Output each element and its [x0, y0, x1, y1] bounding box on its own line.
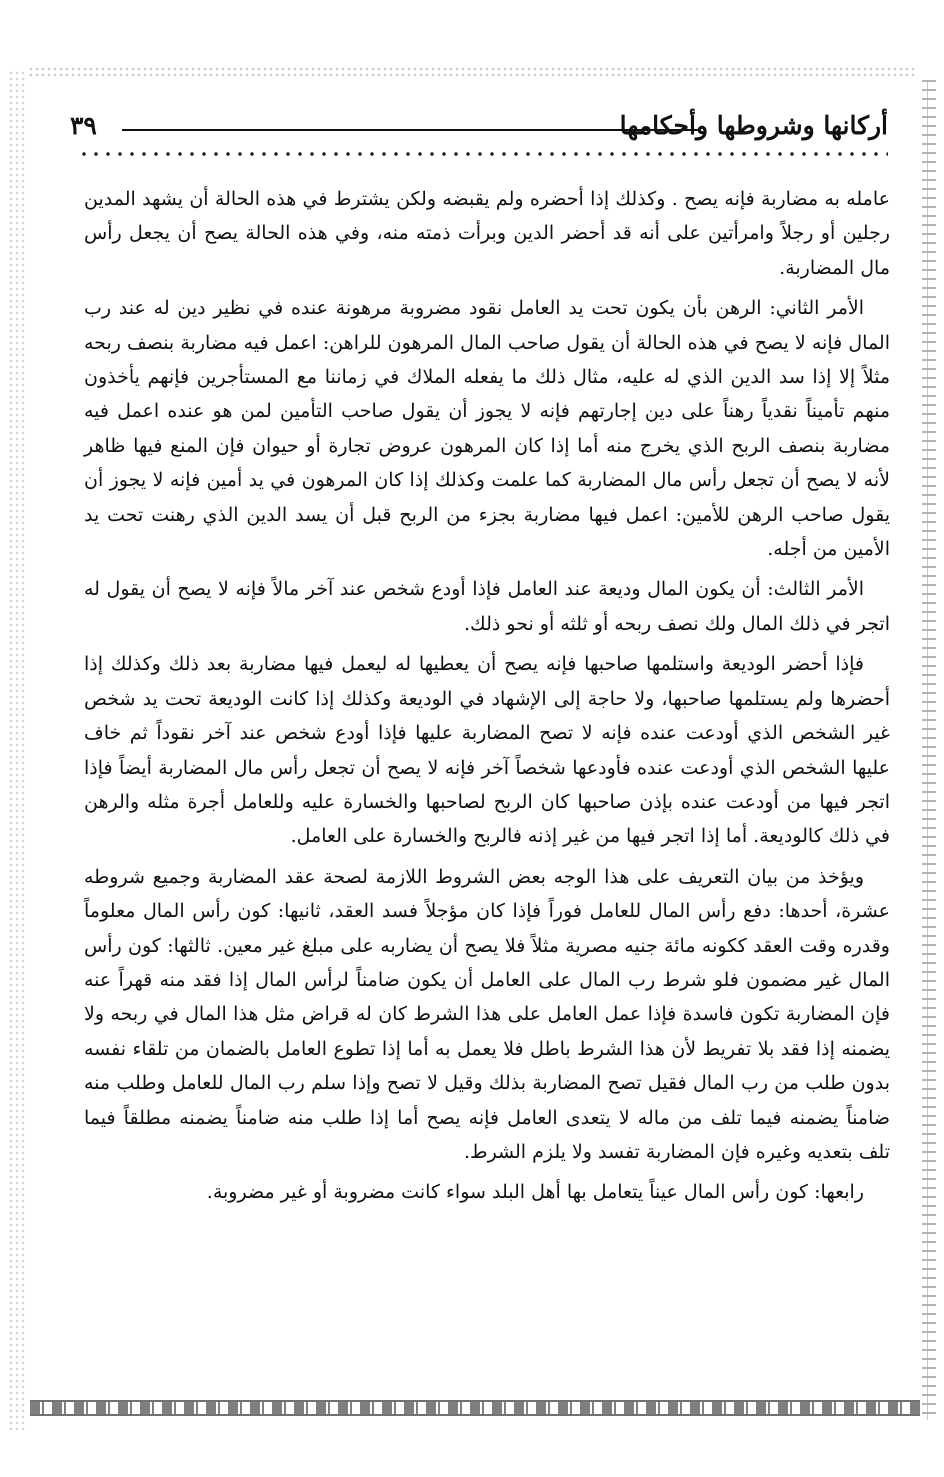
page-number: ٣٩ [70, 111, 97, 140]
body-text [84, 182, 890, 1210]
paragraph-5: ويؤخذ من بيان التعريف على هذا الوجه بعض الشروط اللازمة لصحة عقد المضاربة وجميع شروطه عشرة، أحدها: دفع رأس المال للعامل فوراً فإذا كان مؤجلاً فسد العقد، ثانيها: كون رأس المال معلوماً وقدره وقت العقد ككونه مائة جنيه مصرية مثلاً فلا يصح أن يضاربه على مبلغ غير معين. ثالثها: كون رأس المال غير مضمون فلو شرط رب المال على العامل أن يكون ضامناً لرأس المال إذا فقد منه قهراً عنه فإن المضاربة تكون فاسدة فإذا عمل العامل على هذا الشرط كان له قراض مثل هذا المال في ربحه ولا يضمنه إذا فقد بلا تفريط لأن هذا الشرط باطل فلا يعمل به أما إذا تطوع العامل بالضمان من تلقاء نفسه بدون طلب من رب المال فقيل تصح المضاربة بذلك وقيل لا تصح وإذا سلم رب المال للعامل وطلب منه ضامناً يضمنه فيما تلف من ماله لا يتعدى العامل فإنه يصح أما إذا طلب منه ضامناً يضمنه مطلقاً فيما تلف بتعديه وغيره فإن المضاربة تفسد ولا يلزم الشرط. [84, 865, 890, 1163]
header-title: أركانها وشروطها وأحكامها [619, 111, 888, 140]
header-rule [122, 129, 698, 131]
dotted-separator [78, 150, 888, 158]
ornamental-border-left [8, 70, 26, 1430]
paragraph-6: رابعها: كون رأس المال عيناً يتعامل بها أهل البلد سواء كانت مضروبة أو غير مضروبة. [206, 1181, 864, 1204]
running-header [70, 108, 888, 144]
ornamental-border-right [922, 80, 936, 1420]
paragraph-4: فإذا أحضر الوديعة واستلمها صاحبها فإنه يصح أن يعطيها له ليعمل فيها مضاربة بعد ذلك وكذلك إذا أحضرها ولم يستلمها صاحبها، ولا حاجة إلى الإشهاد في الوديعة وكذلك إذا كانت الوديعة تحت يد شخص غير الشخص الذي أودعت عنده فإنه لا تصح المضاربة عليها فإذا أودع شخص عند آخر نقوداً ثم خاف عليها الشخص الذي أودعت عنده فأودعها شخصاً آخر فإنه لا يصح أن تجعل رأس مال المضاربة أيضاً فإذا اتجر فيها من أودعت عنده بإذن صاحبها كان الربح لصاحبها والخسارة عليه وللعامل أجرة مثله والرهن في ذلك كالوديعة. أما إذا اتجر فيها من غير إذنه فالربح والخسارة على العامل. [84, 653, 890, 848]
ornamental-border-top [28, 66, 916, 78]
paragraph-2: الأمر الثاني: الرهن بأن يكون تحت يد العامل نقود مضروبة مرهونة عنده في نظير دين له عند رب المال فإنه لا يصح في هذه الحالة أن يقول صاحب المال المرهون للراهن: اعمل فيه مضاربة بنصف ربحه مثلاً إلا إذا سد الدين الذي له عليه، مثال ذلك ما يفعله الملاك في زماننا مع المستأجرين فإنهم يأخذون منهم تأميناً نقدياً رهناً على دين إجارتهم فإنه لا يجوز أن يقول صاحب التأمين لمن هو عنده اعمل فيه مضاربة بنصف الربح الذي يخرج منه أما إذا كان المرهون عروض تجارة أو حيوان فإن المنع فيها ظاهر لأنه لا يصح أن تجعل رأس مال المضاربة كما علمت وكذلك إذا كان المرهون في يد أمين فإنه لا يجوز أن يقول صاحب الرهن للأمين: اعمل فيها مضاربة بجزء من الربح قبل أن يسد الدين الذي رهنت تحت يد الأمين من أجله. [84, 297, 890, 561]
ornamental-border-bottom [30, 1400, 920, 1416]
paragraph-3: الأمر الثالث: أن يكون المال وديعة عند العامل فإذا أودع شخص عند آخر مالاً فإنه لا يصح أن يقول له اتجر في ذلك المال ولك نصف ربحه أو ثلثه أو نحو ذلك. [84, 578, 890, 635]
paragraph-1: عامله به مضاربة فإنه يصح . وكذلك إذا أحضره ولم يقبضه ولكن يشترط في هذه الحالة أن يشهد المدين رجلين أو رجلاً وامرأتين على أنه قد أحضر الدين وبرأت ذمته منه، وفي هذه الحالة يصح أن يجعل رأس مال المضاربة. [84, 188, 890, 279]
